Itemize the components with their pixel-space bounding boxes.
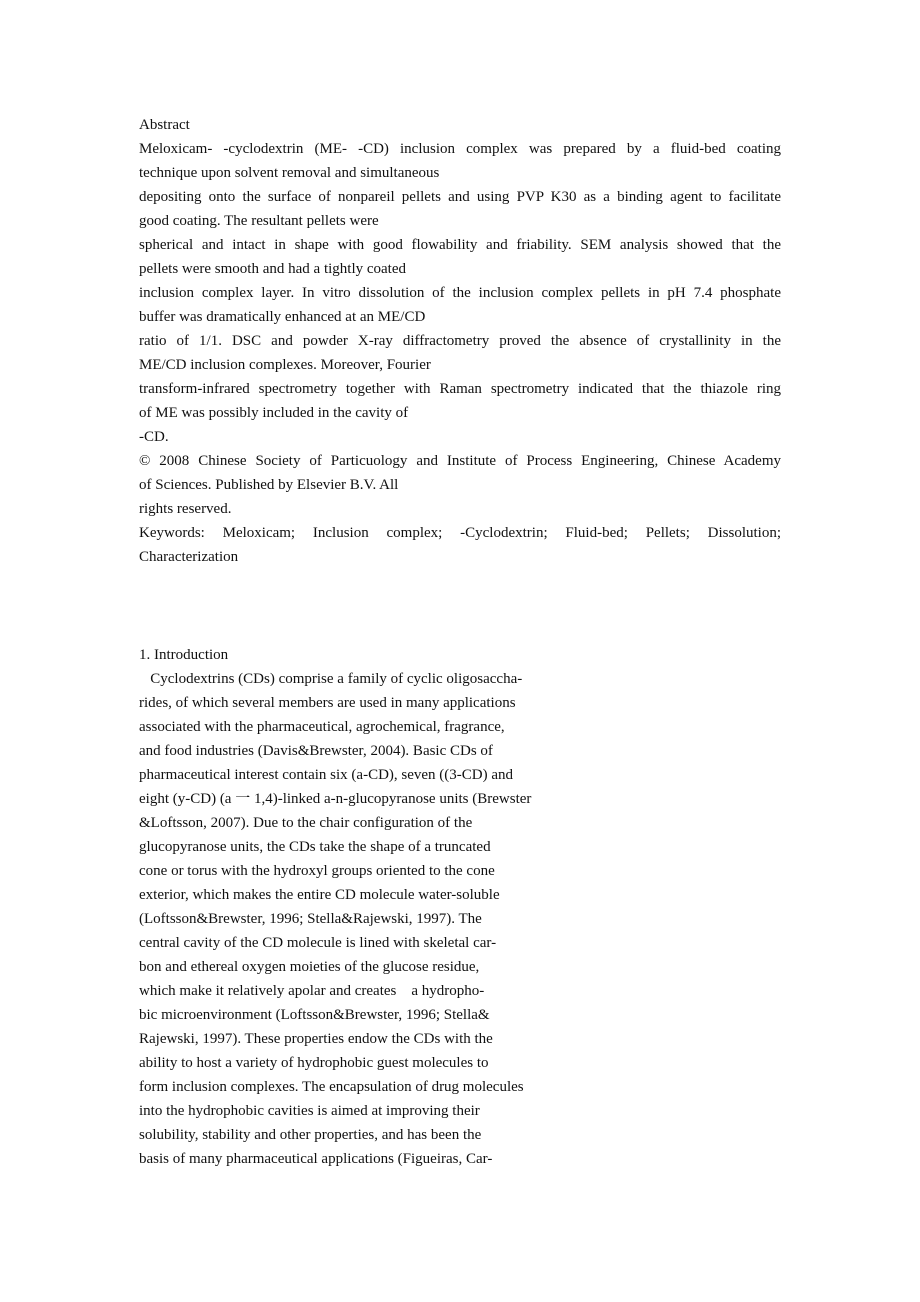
abstract-line: inclusion complex layer. In vitro dissolution of the inclusion complex pellets in pH 7.4 phosphate: [139, 285, 781, 301]
introduction-body: [139, 667, 569, 1171]
abstract-line: buffer was dramatically enhanced at an ME/CD: [139, 309, 426, 325]
abstract-line: transform-infrared spectrometry together with Raman spectrometry indicated that the thiazole ring: [139, 381, 781, 397]
abstract-line: Characterization: [139, 549, 239, 565]
introduction-line: Cyclodextrins (CDs) comprise a family of cyclic oligosaccha-: [139, 671, 523, 687]
introduction-line: &Loftsson, 2007). Due to the chair configuration of the: [139, 815, 473, 831]
introduction-line: associated with the pharmaceutical, agrochemical, fragrance,: [139, 719, 505, 735]
abstract-line: Keywords: Meloxicam; Inclusion complex; -Cyclodextrin; Fluid-bed; Pellets; Dissolution;: [139, 525, 781, 541]
abstract-line: pellets were smooth and had a tightly coated: [139, 261, 407, 277]
abstract-line: © 2008 Chinese Society of Particuology and Institute of Process Engineering, Chinese Academy: [139, 453, 781, 469]
introduction-line: pharmaceutical interest contain six (a-CD), seven ((3-CD) and: [139, 767, 514, 783]
introduction-line: solubility, stability and other properties, and has been the: [139, 1127, 482, 1143]
introduction-line: ability to host a variety of hydrophobic guest molecules to: [139, 1055, 489, 1071]
abstract-line: technique upon solvent removal and simultaneous: [139, 165, 440, 181]
abstract-line: ME/CD inclusion complexes. Moreover, Fourier: [139, 357, 431, 373]
introduction-line: (Loftsson&Brewster, 1996; Stella&Rajewski, 1997). The: [139, 911, 482, 927]
introduction-line: bon and ethereal oxygen moieties of the glucose residue,: [139, 959, 480, 975]
abstract-line: ratio of 1/1. DSC and powder X-ray diffractometry proved the absence of crystallinity in the: [139, 333, 781, 349]
introduction-line: which make it relatively apolar and creates a hydropho-: [139, 983, 485, 999]
abstract-line: good coating. The resultant pellets were: [139, 213, 379, 229]
abstract-line: Meloxicam- -cyclodextrin (ME- -CD) inclusion complex was prepared by a fluid-bed coating: [139, 141, 781, 157]
abstract-line: -CD.: [139, 429, 169, 445]
abstract-line: of ME was possibly included in the cavity of: [139, 405, 409, 421]
abstract-body: [139, 137, 781, 569]
abstract-line: rights reserved.: [139, 501, 232, 517]
introduction-line: exterior, which makes the entire CD molecule water-soluble: [139, 887, 500, 903]
introduction-section: [139, 643, 569, 1171]
introduction-line: cone or torus with the hydroxyl groups oriented to the cone: [139, 863, 495, 879]
introduction-line: eight (y-CD) (a 一 1,4)-linked a-n-glucopyranose units (Brewster: [139, 791, 532, 807]
introduction-line: into the hydrophobic cavities is aimed at improving their: [139, 1103, 480, 1119]
introduction-line: glucopyranose units, the CDs take the shape of a truncated: [139, 839, 491, 855]
introduction-line: form inclusion complexes. The encapsulation of drug molecules: [139, 1079, 524, 1095]
introduction-line: and food industries (Davis&Brewster, 2004). Basic CDs of: [139, 743, 493, 759]
introduction-line: basis of many pharmaceutical applications (Figueiras, Car-: [139, 1151, 493, 1167]
abstract-heading: Abstract: [139, 117, 190, 133]
introduction-line: Rajewski, 1997). These properties endow the CDs with the: [139, 1031, 493, 1047]
abstract-line: of Sciences. Published by Elsevier B.V. All: [139, 477, 399, 493]
introduction-line: rides, of which several members are used in many applications: [139, 695, 516, 711]
abstract-line: spherical and intact in shape with good flowability and friability. SEM analysis showed that the: [139, 237, 781, 253]
introduction-line: central cavity of the CD molecule is lined with skeletal car-: [139, 935, 497, 951]
abstract-line: depositing onto the surface of nonpareil pellets and using PVP K30 as a binding agent to facilitate: [139, 189, 781, 205]
abstract-section: [139, 113, 781, 569]
introduction-line: bic microenvironment (Loftsson&Brewster, 1996; Stella&: [139, 1007, 490, 1023]
introduction-heading: 1. Introduction: [139, 647, 229, 663]
